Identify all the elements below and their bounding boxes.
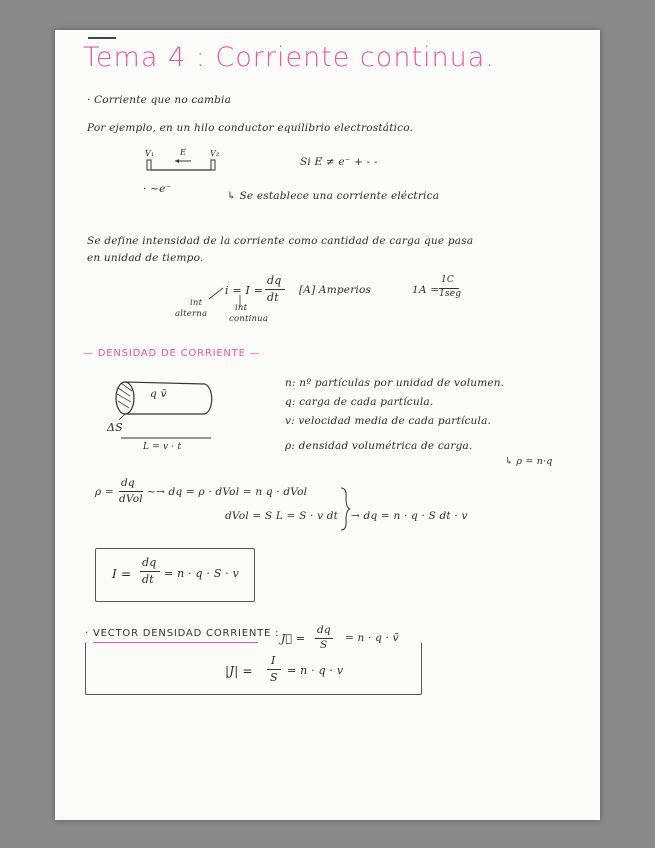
- e-field-label: E: [180, 148, 187, 157]
- mod-j-bar: [267, 669, 281, 670]
- mod-j-den: S: [270, 671, 278, 684]
- intensity-eq-lhs: i = I =: [225, 284, 264, 297]
- ampere-lhs: 1A =: [412, 284, 440, 296]
- v2-label: V₂: [210, 149, 220, 158]
- j-den: S: [320, 639, 328, 651]
- intensity-num: dq: [267, 274, 282, 287]
- note-alterna: alterna: [175, 309, 208, 319]
- current-result: ↳ Se establece una corriente eléctrica: [227, 190, 440, 202]
- boxed-den: dt: [142, 573, 154, 586]
- j-rhs: = n · q · v̄: [345, 632, 399, 644]
- intensity-result-box: [95, 548, 255, 602]
- ampere-den: 1seg: [439, 289, 462, 299]
- definition-line-2: en unidad de tiempo.: [87, 252, 204, 264]
- j-num: dq: [317, 624, 331, 636]
- eq1-num: dq: [121, 477, 135, 489]
- cylinder-label: q v̄: [150, 388, 167, 400]
- eq1-bar: [119, 491, 143, 492]
- note-continua: continua: [229, 314, 269, 324]
- eq1-den: dVol: [119, 493, 143, 505]
- length-label: L = v · t: [143, 442, 182, 452]
- note-int-alt: int: [190, 298, 203, 308]
- density-heading: — DENSIDAD DE CORRIENTE —: [83, 348, 261, 359]
- title-dash: [88, 37, 116, 39]
- ampere-num: 1C: [441, 275, 455, 285]
- definition-n: n: nº partículas por unidad de volumen.: [285, 377, 505, 389]
- intensity-den: dt: [267, 291, 279, 304]
- brace: [339, 486, 351, 532]
- vector-heading: · VECTOR DENSIDAD CORRIENTE :: [85, 628, 280, 639]
- notebook-page: [55, 30, 600, 820]
- j-lhs: J⃗ =: [281, 632, 306, 645]
- definition-line-1: Se define intensidad de la corriente como cantidad de carga que pasa: [87, 235, 474, 247]
- note-int-cont: int: [235, 303, 248, 313]
- mod-j-lhs: |J| =: [225, 664, 253, 678]
- boxed-bar: [140, 571, 160, 572]
- definition-v: v: velocidad media de cada partícula.: [285, 415, 492, 427]
- eq1-lhs: ρ =: [95, 486, 114, 498]
- fraction-bar: [265, 289, 285, 290]
- definition-q: q: carga de cada partícula.: [285, 396, 434, 408]
- eq3: → dq = n · q · S dt · v: [351, 510, 468, 522]
- condition-text: Si E ≠ e⁻ + - -: [300, 156, 378, 168]
- mod-j-rhs: = n · q · v: [287, 664, 344, 677]
- boxed-rhs: = n · q · S · v: [164, 567, 240, 580]
- mod-j-num: I: [271, 654, 276, 667]
- eq2: dVol = S L = S · v dt: [225, 510, 339, 522]
- electron-label: · ~e⁻: [143, 183, 172, 195]
- intro-line-1: · Corriente que no cambia: [87, 94, 232, 106]
- area-label: ΔS: [107, 421, 123, 434]
- boxed-num: dq: [142, 556, 157, 569]
- eq1-rhs: ~→ dq = ρ · dVol = n q · dVol: [147, 486, 308, 498]
- vector-result-box: [85, 642, 422, 695]
- intro-line-2: Por ejemplo, en un hilo conductor equilibrio electrostático.: [87, 122, 414, 134]
- rho-equation: ↳ ρ = n·q: [505, 456, 553, 467]
- intensity-units: [A] Amperios: [299, 284, 372, 296]
- definition-rho: ρ: densidad volumétrica de carga.: [285, 440, 473, 452]
- v1-label: V₁: [145, 149, 155, 158]
- page-title: Tema 4 : Corriente continua.: [83, 42, 495, 73]
- boxed-lhs: I =: [112, 567, 132, 581]
